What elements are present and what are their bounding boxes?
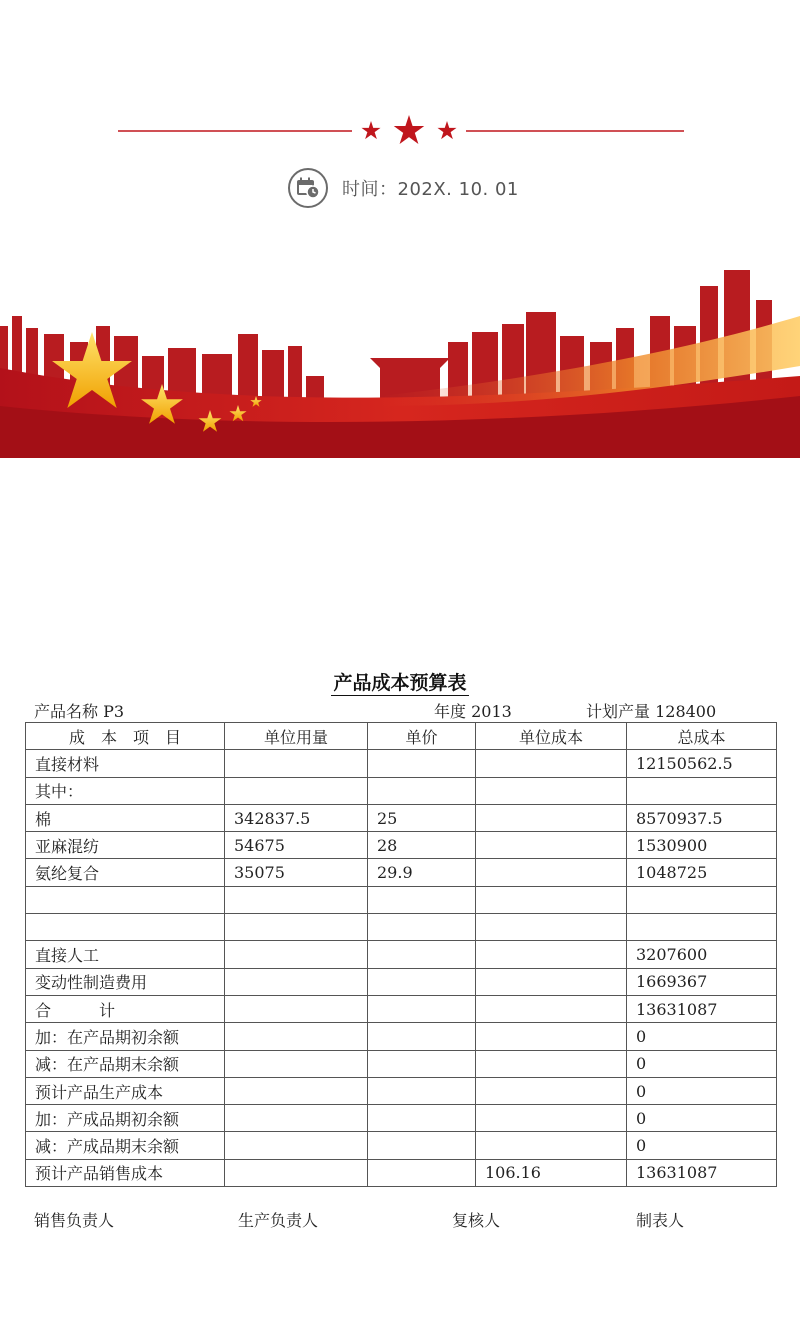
unit-price-cell xyxy=(368,914,476,941)
unit-usage-cell xyxy=(225,1159,368,1186)
cost-item-cell: 预计产品销售成本 xyxy=(26,1159,225,1186)
unit-price-cell xyxy=(368,968,476,995)
table-header-row xyxy=(26,723,777,750)
total-cost-cell: 12150562.5 xyxy=(627,750,777,777)
unit-cost-cell xyxy=(476,1105,627,1132)
unit-usage-cell xyxy=(225,1132,368,1159)
unit-price-cell xyxy=(368,1105,476,1132)
total-cost-cell: 1530900 xyxy=(627,832,777,859)
table-row xyxy=(26,832,777,859)
cost-item-cell xyxy=(26,914,225,941)
unit-price-cell xyxy=(368,750,476,777)
table-row xyxy=(26,777,777,804)
unit-price-cell xyxy=(368,1159,476,1186)
unit-cost-cell xyxy=(476,832,627,859)
unit-price-cell: 28 xyxy=(368,832,476,859)
star-icon xyxy=(437,121,456,139)
unit-usage-cell xyxy=(225,968,368,995)
table-row xyxy=(26,1077,777,1104)
total-cost-cell: 0 xyxy=(627,1023,777,1050)
unit-price-cell xyxy=(368,1132,476,1159)
skyline-banner xyxy=(0,256,800,458)
unit-usage-cell xyxy=(225,1023,368,1050)
table-row xyxy=(26,1050,777,1077)
unit-cost-cell xyxy=(476,886,627,913)
unit-price-cell xyxy=(368,1050,476,1077)
cost-item-cell: 合 计 xyxy=(26,995,225,1022)
preparer-label: 制表人 xyxy=(636,1211,685,1230)
planned-output-label: 计划产量 128400 xyxy=(586,702,717,721)
table-row xyxy=(26,995,777,1022)
column-header: 成 本 项 目 xyxy=(26,723,225,750)
unit-usage-cell: 35075 xyxy=(225,859,368,886)
unit-usage-cell xyxy=(225,995,368,1022)
unit-usage-cell xyxy=(225,777,368,804)
calendar-clock-icon xyxy=(288,168,328,208)
cost-item-cell: 加：产成品期初余额 xyxy=(26,1105,225,1132)
total-cost-cell xyxy=(627,914,777,941)
year-label: 年度 2013 xyxy=(434,702,512,721)
unit-usage-cell xyxy=(225,1050,368,1077)
total-cost-cell: 0 xyxy=(627,1105,777,1132)
cost-item-cell: 减：在产品期末余额 xyxy=(26,1050,225,1077)
unit-price-cell: 25 xyxy=(368,804,476,831)
unit-usage-cell: 342837.5 xyxy=(225,804,368,831)
table-row xyxy=(26,859,777,886)
unit-cost-cell xyxy=(476,859,627,886)
table-row xyxy=(26,914,777,941)
table-row xyxy=(26,941,777,968)
star-icon xyxy=(394,115,424,144)
unit-usage-cell xyxy=(225,941,368,968)
product-name-label: 产品名称 P3 xyxy=(34,702,125,721)
total-cost-cell: 13631087 xyxy=(627,1159,777,1186)
total-cost-cell: 0 xyxy=(627,1132,777,1159)
production-manager-label: 生产负责人 xyxy=(238,1211,319,1230)
unit-price-cell xyxy=(368,1077,476,1104)
total-cost-cell: 1048725 xyxy=(627,859,777,886)
unit-usage-cell xyxy=(225,914,368,941)
column-header: 单位用量 xyxy=(225,723,368,750)
cost-item-cell: 棉 xyxy=(26,804,225,831)
total-cost-cell: 13631087 xyxy=(627,995,777,1022)
total-cost-cell: 0 xyxy=(627,1077,777,1104)
unit-price-cell xyxy=(368,777,476,804)
cost-item-cell: 其中： xyxy=(26,777,225,804)
unit-usage-cell xyxy=(225,886,368,913)
unit-usage-cell: 54675 xyxy=(225,832,368,859)
cost-item-cell: 氨纶复合 xyxy=(26,859,225,886)
table-row xyxy=(26,968,777,995)
table-row xyxy=(26,1132,777,1159)
column-header: 总成本 xyxy=(627,723,777,750)
unit-cost-cell xyxy=(476,914,627,941)
total-cost-cell: 0 xyxy=(627,1050,777,1077)
cost-item-cell: 亚麻混纺 xyxy=(26,832,225,859)
star-icon xyxy=(361,121,380,139)
date-label: 时间：202X. 10. 01 xyxy=(342,179,519,200)
unit-price-cell: 29.9 xyxy=(368,859,476,886)
date-row xyxy=(288,166,519,210)
unit-cost-cell xyxy=(476,1077,627,1104)
table-row xyxy=(26,1105,777,1132)
unit-cost-cell xyxy=(476,995,627,1022)
cost-item-cell: 变动性制造费用 xyxy=(26,968,225,995)
sales-manager-label: 销售负责人 xyxy=(34,1211,115,1230)
unit-price-cell xyxy=(368,886,476,913)
column-header: 单价 xyxy=(368,723,476,750)
table-row xyxy=(26,886,777,913)
table-row xyxy=(26,1023,777,1050)
unit-price-cell xyxy=(368,941,476,968)
unit-cost-cell xyxy=(476,804,627,831)
cost-item-cell: 减：产成品期末余额 xyxy=(26,1132,225,1159)
total-cost-cell: 3207600 xyxy=(627,941,777,968)
unit-cost-cell xyxy=(476,777,627,804)
unit-cost-cell: 106.16 xyxy=(476,1159,627,1186)
cost-item-cell: 加：在产品期初余额 xyxy=(26,1023,225,1050)
cost-item-cell: 直接人工 xyxy=(26,941,225,968)
reviewer-label: 复核人 xyxy=(452,1211,501,1230)
cost-item-cell: 直接材料 xyxy=(26,750,225,777)
unit-usage-cell xyxy=(225,1105,368,1132)
unit-usage-cell xyxy=(225,750,368,777)
unit-price-cell xyxy=(368,995,476,1022)
column-header: 单位成本 xyxy=(476,723,627,750)
unit-cost-cell xyxy=(476,1132,627,1159)
unit-cost-cell xyxy=(476,968,627,995)
unit-usage-cell xyxy=(225,1077,368,1104)
total-cost-cell: 8570937.5 xyxy=(627,804,777,831)
cost-budget-table xyxy=(25,722,777,1187)
unit-cost-cell xyxy=(476,1050,627,1077)
table-row xyxy=(26,1159,777,1186)
unit-cost-cell xyxy=(476,941,627,968)
cost-item-cell: 预计产品生产成本 xyxy=(26,1077,225,1104)
cost-item-cell xyxy=(26,886,225,913)
unit-price-cell xyxy=(368,1023,476,1050)
table-row xyxy=(26,804,777,831)
total-cost-cell: 1669367 xyxy=(627,968,777,995)
unit-cost-cell xyxy=(476,750,627,777)
table-row xyxy=(26,750,777,777)
unit-cost-cell xyxy=(476,1023,627,1050)
document-title: 产品成本预算表 xyxy=(333,672,467,694)
total-cost-cell xyxy=(627,777,777,804)
total-cost-cell xyxy=(627,886,777,913)
